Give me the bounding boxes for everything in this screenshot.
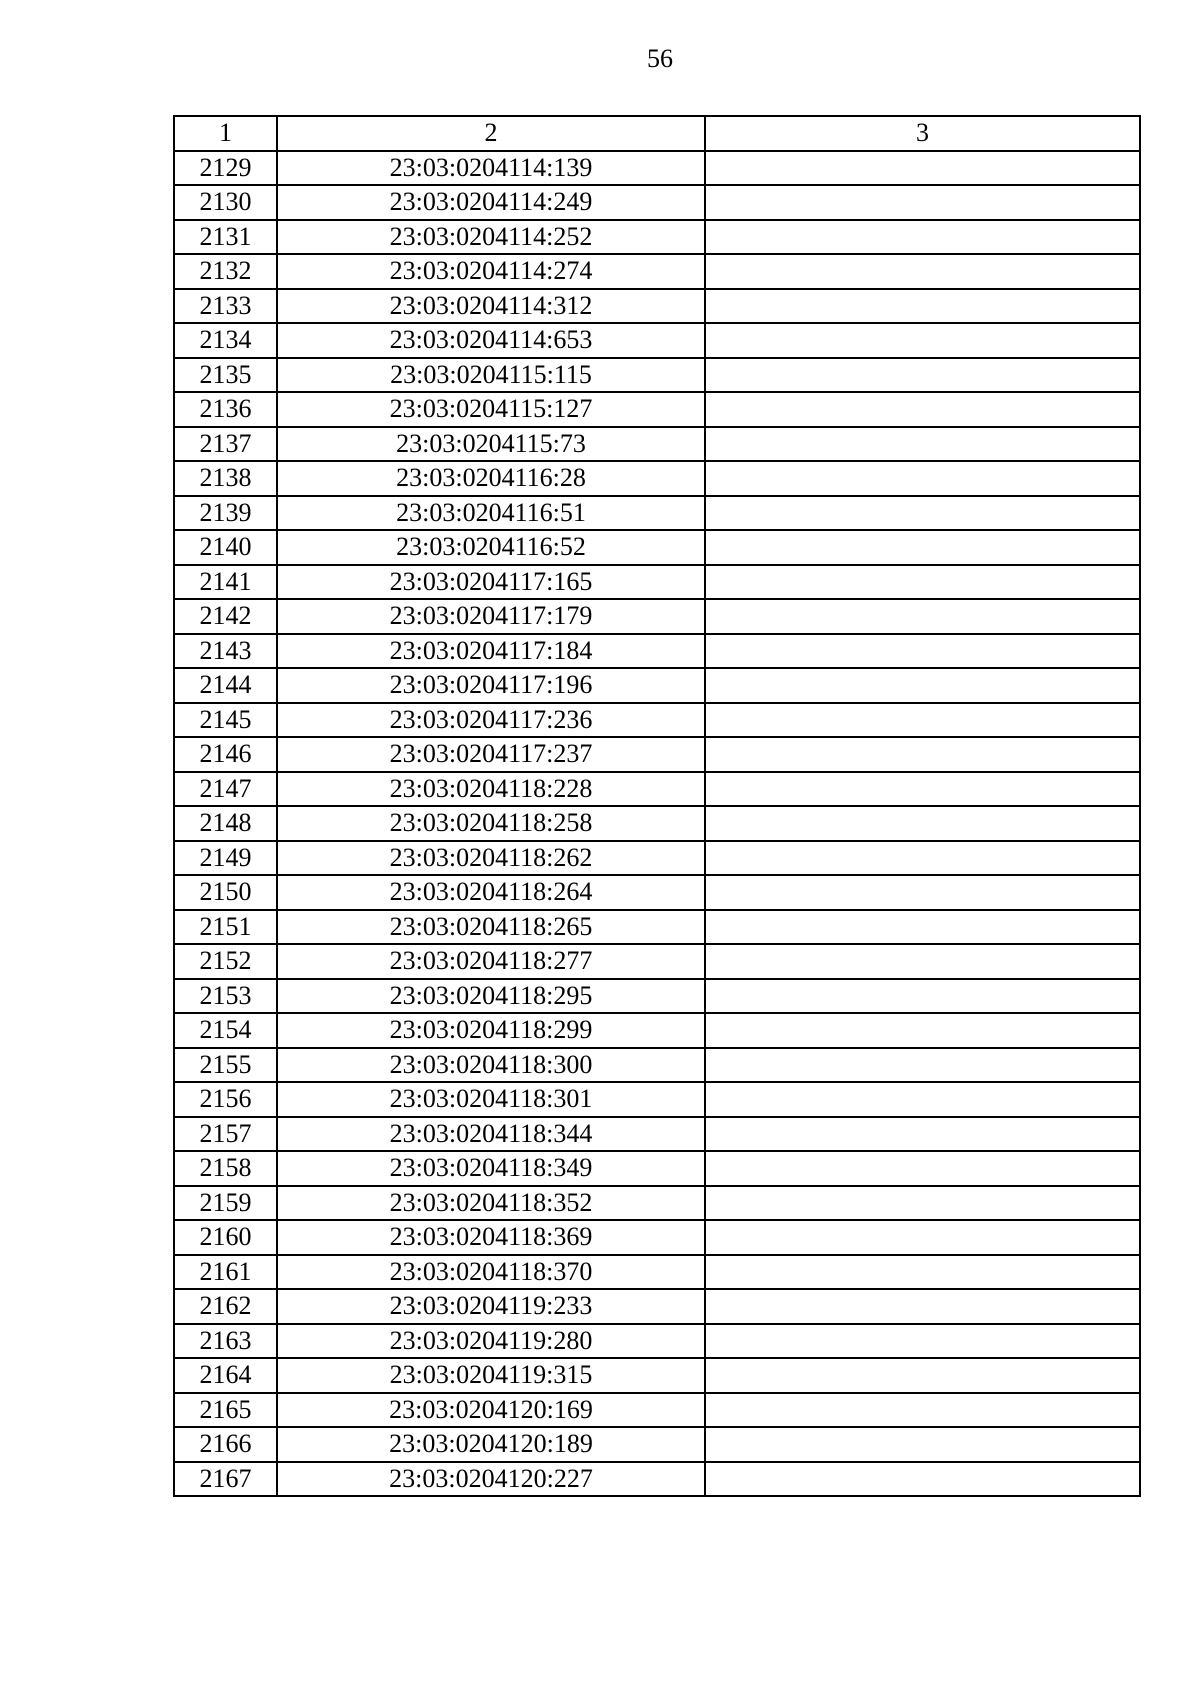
row-number-cell: 2144 (174, 668, 277, 703)
table-row (174, 668, 1140, 703)
cadastral-number-cell: 23:03:0204119:280 (277, 1324, 705, 1359)
row-number-cell: 2165 (174, 1393, 277, 1428)
row-number-cell: 2146 (174, 737, 277, 772)
notes-cell (705, 392, 1140, 427)
notes-cell (705, 634, 1140, 669)
table-row (174, 530, 1140, 565)
table-row (174, 979, 1140, 1014)
cadastral-number-cell: 23:03:0204117:184 (277, 634, 705, 669)
table-row (174, 254, 1140, 289)
table-row (174, 151, 1140, 186)
notes-cell (705, 1186, 1140, 1221)
row-number-cell: 2162 (174, 1289, 277, 1324)
table-row (174, 1427, 1140, 1462)
table-row (174, 772, 1140, 807)
notes-cell (705, 1151, 1140, 1186)
cadastral-number-cell: 23:03:0204118:349 (277, 1151, 705, 1186)
cadastral-number-cell: 23:03:0204119:233 (277, 1289, 705, 1324)
column-header-2: 2 (277, 116, 705, 151)
cadastral-table (173, 115, 1141, 1497)
table-row (174, 1013, 1140, 1048)
cadastral-number-cell: 23:03:0204118:228 (277, 772, 705, 807)
row-number-cell: 2155 (174, 1048, 277, 1083)
cadastral-number-cell: 23:03:0204117:237 (277, 737, 705, 772)
table-row (174, 220, 1140, 255)
notes-cell (705, 358, 1140, 393)
row-number-cell: 2149 (174, 841, 277, 876)
cadastral-number-cell: 23:03:0204120:189 (277, 1427, 705, 1462)
cadastral-number-cell: 23:03:0204118:277 (277, 944, 705, 979)
row-number-cell: 2161 (174, 1255, 277, 1290)
notes-cell (705, 599, 1140, 634)
row-number-cell: 2150 (174, 875, 277, 910)
notes-cell (705, 1255, 1140, 1290)
table-row (174, 944, 1140, 979)
notes-cell (705, 1462, 1140, 1497)
notes-cell (705, 1358, 1140, 1393)
notes-cell (705, 1427, 1140, 1462)
notes-cell (705, 806, 1140, 841)
cadastral-number-cell: 23:03:0204115:127 (277, 392, 705, 427)
notes-cell (705, 1013, 1140, 1048)
notes-cell (705, 737, 1140, 772)
notes-cell (705, 254, 1140, 289)
cadastral-number-cell: 23:03:0204115:73 (277, 427, 705, 462)
cadastral-number-cell: 23:03:0204114:249 (277, 185, 705, 220)
row-number-cell: 2148 (174, 806, 277, 841)
cadastral-number-cell: 23:03:0204114:312 (277, 289, 705, 324)
table-row (174, 496, 1140, 531)
table-row (174, 185, 1140, 220)
table-row (174, 806, 1140, 841)
table-row (174, 1151, 1140, 1186)
cadastral-number-cell: 23:03:0204118:299 (277, 1013, 705, 1048)
row-number-cell: 2129 (174, 151, 277, 186)
cadastral-number-cell: 23:03:0204117:165 (277, 565, 705, 600)
column-header-1: 1 (174, 116, 277, 151)
notes-cell (705, 772, 1140, 807)
row-number-cell: 2136 (174, 392, 277, 427)
notes-cell (705, 910, 1140, 945)
row-number-cell: 2141 (174, 565, 277, 600)
row-number-cell: 2143 (174, 634, 277, 669)
row-number-cell: 2133 (174, 289, 277, 324)
row-number-cell: 2160 (174, 1220, 277, 1255)
cadastral-number-cell: 23:03:0204118:344 (277, 1117, 705, 1152)
row-number-cell: 2158 (174, 1151, 277, 1186)
row-number-cell: 2130 (174, 185, 277, 220)
row-number-cell: 2157 (174, 1117, 277, 1152)
table-header-row (174, 116, 1140, 151)
row-number-cell: 2137 (174, 427, 277, 462)
table-row (174, 1048, 1140, 1083)
row-number-cell: 2164 (174, 1358, 277, 1393)
notes-cell (705, 185, 1140, 220)
table-row (174, 1289, 1140, 1324)
row-number-cell: 2134 (174, 323, 277, 358)
cadastral-number-cell: 23:03:0204118:262 (277, 841, 705, 876)
row-number-cell: 2140 (174, 530, 277, 565)
row-number-cell: 2153 (174, 979, 277, 1014)
notes-cell (705, 841, 1140, 876)
cadastral-number-cell: 23:03:0204119:315 (277, 1358, 705, 1393)
table-row (174, 1462, 1140, 1497)
notes-cell (705, 1082, 1140, 1117)
row-number-cell: 2135 (174, 358, 277, 393)
table-row (174, 703, 1140, 738)
notes-cell (705, 323, 1140, 358)
row-number-cell: 2138 (174, 461, 277, 496)
cadastral-number-cell: 23:03:0204118:301 (277, 1082, 705, 1117)
row-number-cell: 2159 (174, 1186, 277, 1221)
cadastral-number-cell: 23:03:0204117:236 (277, 703, 705, 738)
table-row (174, 1186, 1140, 1221)
cadastral-number-cell: 23:03:0204120:227 (277, 1462, 705, 1497)
notes-cell (705, 1117, 1140, 1152)
table-row (174, 461, 1140, 496)
table-row (174, 427, 1140, 462)
row-number-cell: 2166 (174, 1427, 277, 1462)
row-number-cell: 2167 (174, 1462, 277, 1497)
cadastral-number-cell: 23:03:0204117:196 (277, 668, 705, 703)
notes-cell (705, 220, 1140, 255)
cadastral-number-cell: 23:03:0204116:51 (277, 496, 705, 531)
table-row (174, 910, 1140, 945)
cadastral-number-cell: 23:03:0204118:300 (277, 1048, 705, 1083)
row-number-cell: 2131 (174, 220, 277, 255)
cadastral-number-cell: 23:03:0204118:295 (277, 979, 705, 1014)
notes-cell (705, 530, 1140, 565)
row-number-cell: 2139 (174, 496, 277, 531)
row-number-cell: 2154 (174, 1013, 277, 1048)
cadastral-number-cell: 23:03:0204115:115 (277, 358, 705, 393)
notes-cell (705, 565, 1140, 600)
table-row (174, 841, 1140, 876)
table-row (174, 1324, 1140, 1359)
notes-cell (705, 944, 1140, 979)
table-row (174, 1117, 1140, 1152)
cadastral-number-cell: 23:03:0204116:28 (277, 461, 705, 496)
table-row (174, 634, 1140, 669)
notes-cell (705, 875, 1140, 910)
table-row (174, 737, 1140, 772)
row-number-cell: 2156 (174, 1082, 277, 1117)
cadastral-number-cell: 23:03:0204118:265 (277, 910, 705, 945)
row-number-cell: 2147 (174, 772, 277, 807)
cadastral-number-cell: 23:03:0204118:264 (277, 875, 705, 910)
cadastral-number-cell: 23:03:0204114:139 (277, 151, 705, 186)
table-row (174, 565, 1140, 600)
row-number-cell: 2163 (174, 1324, 277, 1359)
table-row (174, 599, 1140, 634)
table-row (174, 1082, 1140, 1117)
cadastral-number-cell: 23:03:0204117:179 (277, 599, 705, 634)
cadastral-number-cell: 23:03:0204114:653 (277, 323, 705, 358)
table-row (174, 392, 1140, 427)
page-number: 56 (647, 44, 673, 73)
notes-cell (705, 496, 1140, 531)
table-row (174, 358, 1140, 393)
row-number-cell: 2142 (174, 599, 277, 634)
notes-cell (705, 668, 1140, 703)
row-number-cell: 2132 (174, 254, 277, 289)
notes-cell (705, 1324, 1140, 1359)
notes-cell (705, 427, 1140, 462)
table-row (174, 1393, 1140, 1428)
cadastral-number-cell: 23:03:0204116:52 (277, 530, 705, 565)
cadastral-number-cell: 23:03:0204114:252 (277, 220, 705, 255)
table-row (174, 1255, 1140, 1290)
notes-cell (705, 1393, 1140, 1428)
table-row (174, 875, 1140, 910)
table-row (174, 1358, 1140, 1393)
row-number-cell: 2152 (174, 944, 277, 979)
row-number-cell: 2145 (174, 703, 277, 738)
column-header-3: 3 (705, 116, 1140, 151)
table-row (174, 1220, 1140, 1255)
notes-cell (705, 1289, 1140, 1324)
cadastral-number-cell: 23:03:0204118:369 (277, 1220, 705, 1255)
table-row (174, 289, 1140, 324)
notes-cell (705, 289, 1140, 324)
notes-cell (705, 461, 1140, 496)
cadastral-number-cell: 23:03:0204118:352 (277, 1186, 705, 1221)
notes-cell (705, 151, 1140, 186)
table-row (174, 323, 1140, 358)
notes-cell (705, 979, 1140, 1014)
notes-cell (705, 703, 1140, 738)
notes-cell (705, 1220, 1140, 1255)
cadastral-number-cell: 23:03:0204118:258 (277, 806, 705, 841)
row-number-cell: 2151 (174, 910, 277, 945)
cadastral-number-cell: 23:03:0204118:370 (277, 1255, 705, 1290)
cadastral-number-cell: 23:03:0204120:169 (277, 1393, 705, 1428)
notes-cell (705, 1048, 1140, 1083)
cadastral-number-cell: 23:03:0204114:274 (277, 254, 705, 289)
table-body (174, 151, 1140, 1497)
